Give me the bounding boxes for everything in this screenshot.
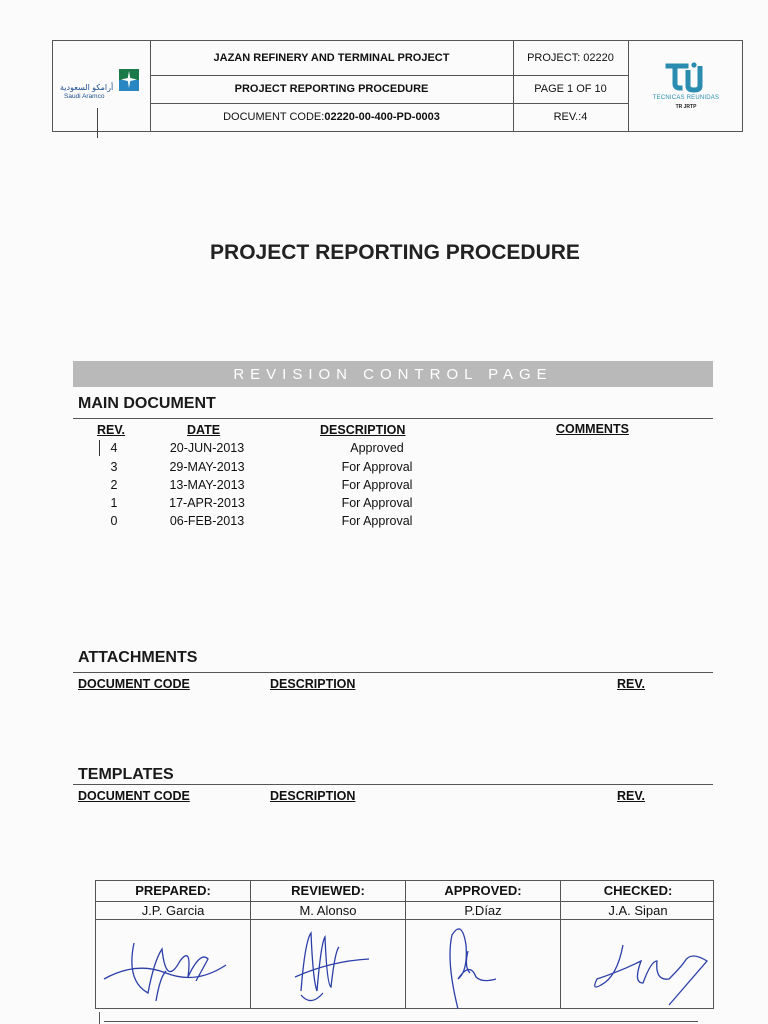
footer-rule <box>104 1021 698 1022</box>
prepared-signature <box>96 921 250 1009</box>
column-header-description: DESCRIPTION <box>270 677 356 691</box>
page-number: PAGE 1 OF 10 <box>534 83 607 95</box>
column-header-document-code: DOCUMENT CODE <box>78 677 190 691</box>
document-title: PROJECT REPORTING PROCEDURE <box>210 241 580 264</box>
prepared-label: PREPARED: <box>135 883 211 898</box>
aramco-arabic-name: أرامكو السعودية <box>60 83 114 92</box>
section-rule <box>73 672 713 673</box>
project-name: JAZAN REFINERY AND TERMINAL PROJECT <box>213 52 450 64</box>
reviewed-by-name: M. Alonso <box>299 903 357 918</box>
aramco-english-name: Saudi Aramco <box>64 93 105 100</box>
column-header-date: DATE <box>187 423 221 437</box>
document-code-label: DOCUMENT CODE: <box>223 111 325 123</box>
section-rule <box>73 784 713 785</box>
templates-heading: TEMPLATES <box>78 766 174 783</box>
tr-project-code: TR JRTP <box>675 104 697 110</box>
revision-change-bar <box>99 440 100 456</box>
approved-label: APPROVED: <box>444 883 522 898</box>
date-cell: 13-MAY-2013 <box>169 478 245 492</box>
column-header-description: DESCRIPTION <box>320 423 406 437</box>
approval-divider <box>96 919 713 920</box>
column-header-rev: REV. <box>617 677 646 691</box>
margin-tick <box>97 108 98 138</box>
date-cell: 17-APR-2013 <box>169 496 245 510</box>
approved-signature <box>406 921 560 1009</box>
checked-signature <box>561 921 715 1009</box>
header-divider <box>628 41 629 131</box>
approval-table <box>95 880 714 1009</box>
tr-monogram-icon <box>664 60 708 94</box>
date-cell: 06-FEB-2013 <box>169 514 245 528</box>
revision-number: REV.:4 <box>553 111 588 123</box>
attachments-heading: ATTACHMENTS <box>78 649 198 666</box>
checked-by-name: J.A. Sipan <box>608 903 668 918</box>
main-document-heading: MAIN DOCUMENT <box>78 395 216 412</box>
column-header-rev: REV. <box>97 423 126 437</box>
project-number: PROJECT: 02220 <box>527 52 614 64</box>
section-rule <box>73 418 713 419</box>
revision-cell: 4 <box>110 441 118 455</box>
reviewed-signature <box>251 921 405 1009</box>
tr-company-name: TECNICAS REUNIDAS <box>652 95 720 101</box>
description-cell: Approved <box>350 441 404 455</box>
description-cell: For Approval <box>341 496 413 510</box>
date-cell: 29-MAY-2013 <box>169 460 245 474</box>
prepared-by-name: J.P. Garcia <box>141 903 205 918</box>
date-cell: 20-JUN-2013 <box>169 441 245 455</box>
column-header-rev: REV. <box>617 789 646 803</box>
column-header-description: DESCRIPTION <box>270 789 356 803</box>
description-cell: For Approval <box>341 478 413 492</box>
revision-cell: 2 <box>110 478 118 492</box>
revision-control-banner: REVISION CONTROL PAGE <box>73 361 713 387</box>
revision-cell: 1 <box>110 496 118 510</box>
saudi-aramco-logo <box>56 66 146 106</box>
revision-cell: 0 <box>110 514 118 528</box>
document-code <box>150 103 513 131</box>
revision-cell: 3 <box>110 460 118 474</box>
approval-divider <box>96 901 713 902</box>
procedure-name: PROJECT REPORTING PROCEDURE <box>234 83 429 95</box>
reviewed-label: REVIEWED: <box>291 883 365 898</box>
margin-tick <box>99 1012 100 1024</box>
description-cell: For Approval <box>341 514 413 528</box>
checked-label: CHECKED: <box>603 883 673 898</box>
approved-by-name: P.Díaz <box>464 903 502 918</box>
column-header-comments: COMMENTS <box>556 422 629 436</box>
column-header-document-code: DOCUMENT CODE <box>78 789 190 803</box>
document-code-value: 02220-00-400-PD-0003 <box>324 111 440 123</box>
description-cell: For Approval <box>341 460 413 474</box>
aramco-star-icon <box>118 68 140 92</box>
tecnicas-reunidas-logo <box>636 58 736 118</box>
